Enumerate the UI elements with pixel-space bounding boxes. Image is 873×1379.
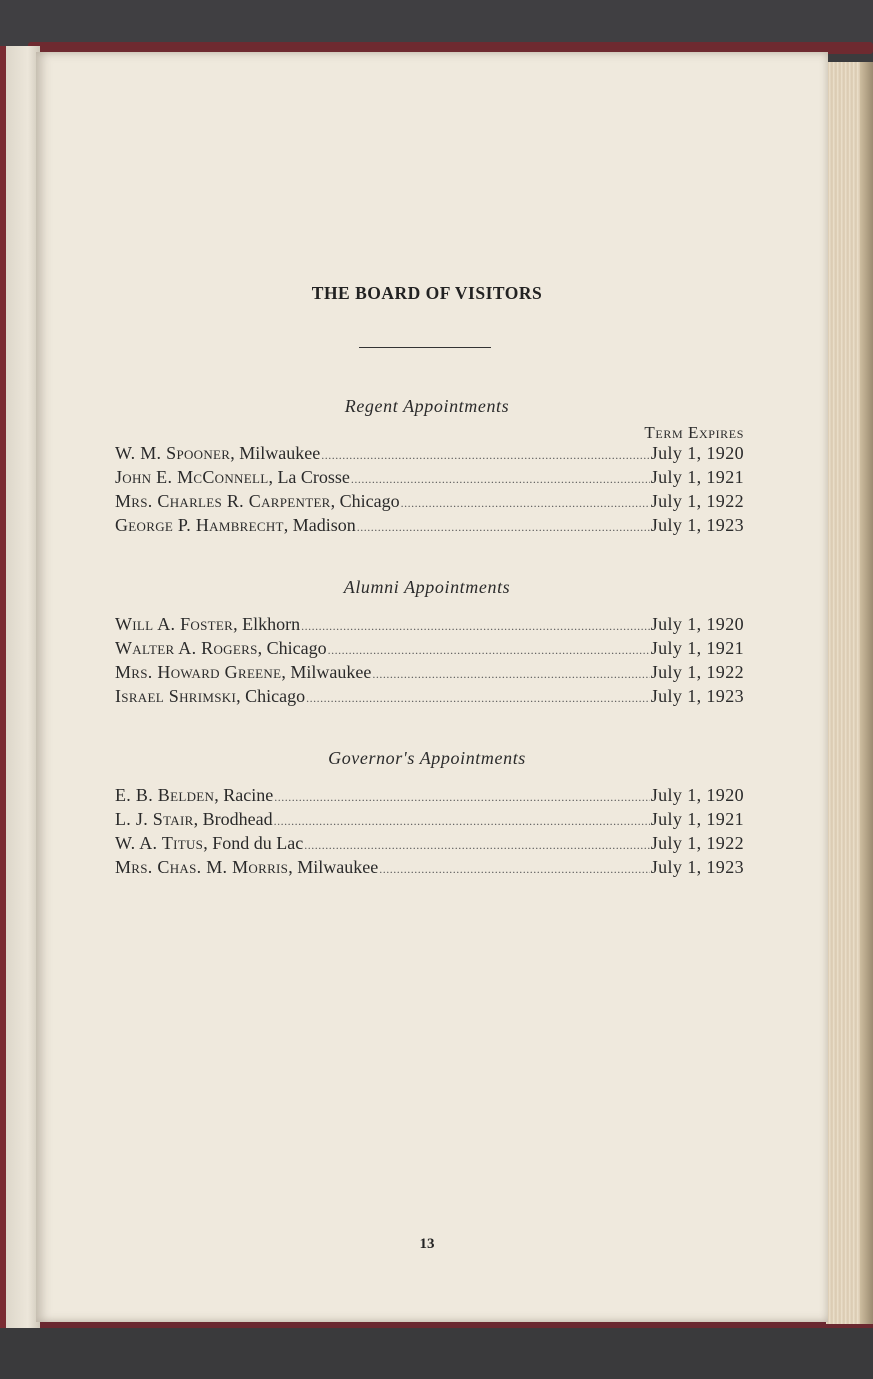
- appointment-row: [115, 809, 744, 833]
- dot-leader: [372, 667, 649, 682]
- appointee-place: , Milwaukee: [288, 857, 379, 877]
- appointee-place: , Fond du Lac: [203, 833, 304, 853]
- appointee-name: L. J. Stair: [115, 809, 194, 829]
- term-date: July 1, 1921: [650, 638, 744, 658]
- dot-leader: [274, 790, 649, 805]
- appointment-row: [115, 686, 744, 710]
- title-rule: [359, 347, 491, 348]
- dot-leader: [306, 691, 650, 706]
- appointee-place: , Elkhorn: [233, 614, 301, 634]
- section-heading-alumni: Alumni Appointments: [343, 577, 511, 597]
- term-date: July 1, 1920: [650, 443, 744, 463]
- term-date: July 1, 1920: [650, 785, 744, 805]
- dot-leader: [321, 448, 649, 463]
- appointee-name: George P. Hambrecht: [115, 515, 284, 535]
- dot-leader: [304, 838, 650, 853]
- dot-leader: [301, 619, 650, 634]
- term-date: July 1, 1921: [650, 809, 744, 829]
- page-number: 13: [419, 1236, 435, 1252]
- facing-page-binding: [0, 46, 6, 1328]
- dot-leader: [351, 472, 650, 487]
- cover-bottom: [0, 1326, 873, 1379]
- appointee-place: , Chicago: [257, 638, 327, 658]
- appointee-place: , Milwaukee: [230, 443, 321, 463]
- appointee-name: John E. McConnell: [115, 467, 269, 487]
- dot-leader: [357, 520, 650, 535]
- appointee-name: E. B. Belden: [115, 785, 215, 805]
- appointee-name: W. A. Titus: [115, 833, 204, 853]
- facing-page-edge: [0, 46, 40, 1328]
- term-expires-header: Term Expires: [644, 423, 744, 442]
- appointment-row: [115, 638, 744, 662]
- dot-leader: [328, 643, 650, 658]
- page-title: THE BOARD OF VISITORS: [311, 283, 543, 303]
- appointment-row: [115, 467, 744, 491]
- dot-leader: [379, 862, 649, 877]
- book-page: [36, 52, 828, 1322]
- appointee-name: Mrs. Charles R. Carpenter: [115, 491, 331, 511]
- appointment-row: [115, 662, 744, 686]
- appointee-name: Mrs. Chas. M. Morris: [115, 857, 289, 877]
- appointment-row: [115, 857, 744, 881]
- appointment-row: [115, 833, 744, 857]
- appointee-place: , Chicago: [330, 491, 400, 511]
- appointee-place: , Chicago: [236, 686, 306, 706]
- appointee-name: W. M. Spooner: [115, 443, 231, 463]
- appointee-name: Will A. Foster: [115, 614, 234, 634]
- term-date: July 1, 1920: [650, 614, 744, 634]
- section-heading-governor: Governor's Appointments: [328, 748, 526, 768]
- term-date: July 1, 1921: [650, 467, 744, 487]
- appointee-place: , Brodhead: [193, 809, 273, 829]
- dot-leader: [401, 496, 650, 511]
- appointee-name: Mrs. Howard Greene: [115, 662, 282, 682]
- dot-leader: [274, 814, 650, 829]
- appointment-row: [115, 614, 744, 638]
- term-date: July 1, 1922: [650, 833, 744, 853]
- appointee-place: , Milwaukee: [281, 662, 372, 682]
- term-date: July 1, 1922: [650, 662, 744, 682]
- term-date: July 1, 1923: [650, 857, 744, 877]
- appointee-place: , Madison: [283, 515, 356, 535]
- appointment-row: [115, 785, 744, 809]
- appointee-place: , Racine: [214, 785, 274, 805]
- section-heading-regent: Regent Appointments: [344, 396, 510, 416]
- appointee-name: Israel Shrimski: [115, 686, 237, 706]
- appointee-place: , La Crosse: [268, 467, 350, 487]
- term-date: July 1, 1922: [650, 491, 744, 511]
- appointee-name: Walter A. Rogers: [115, 638, 258, 658]
- term-date: July 1, 1923: [650, 686, 744, 706]
- cover-top: [0, 0, 873, 48]
- page-block-shadow: [860, 62, 873, 1324]
- appointment-row: [115, 443, 744, 467]
- term-date: July 1, 1923: [650, 515, 744, 535]
- appointment-row: [115, 491, 744, 515]
- appointment-row: [115, 515, 744, 539]
